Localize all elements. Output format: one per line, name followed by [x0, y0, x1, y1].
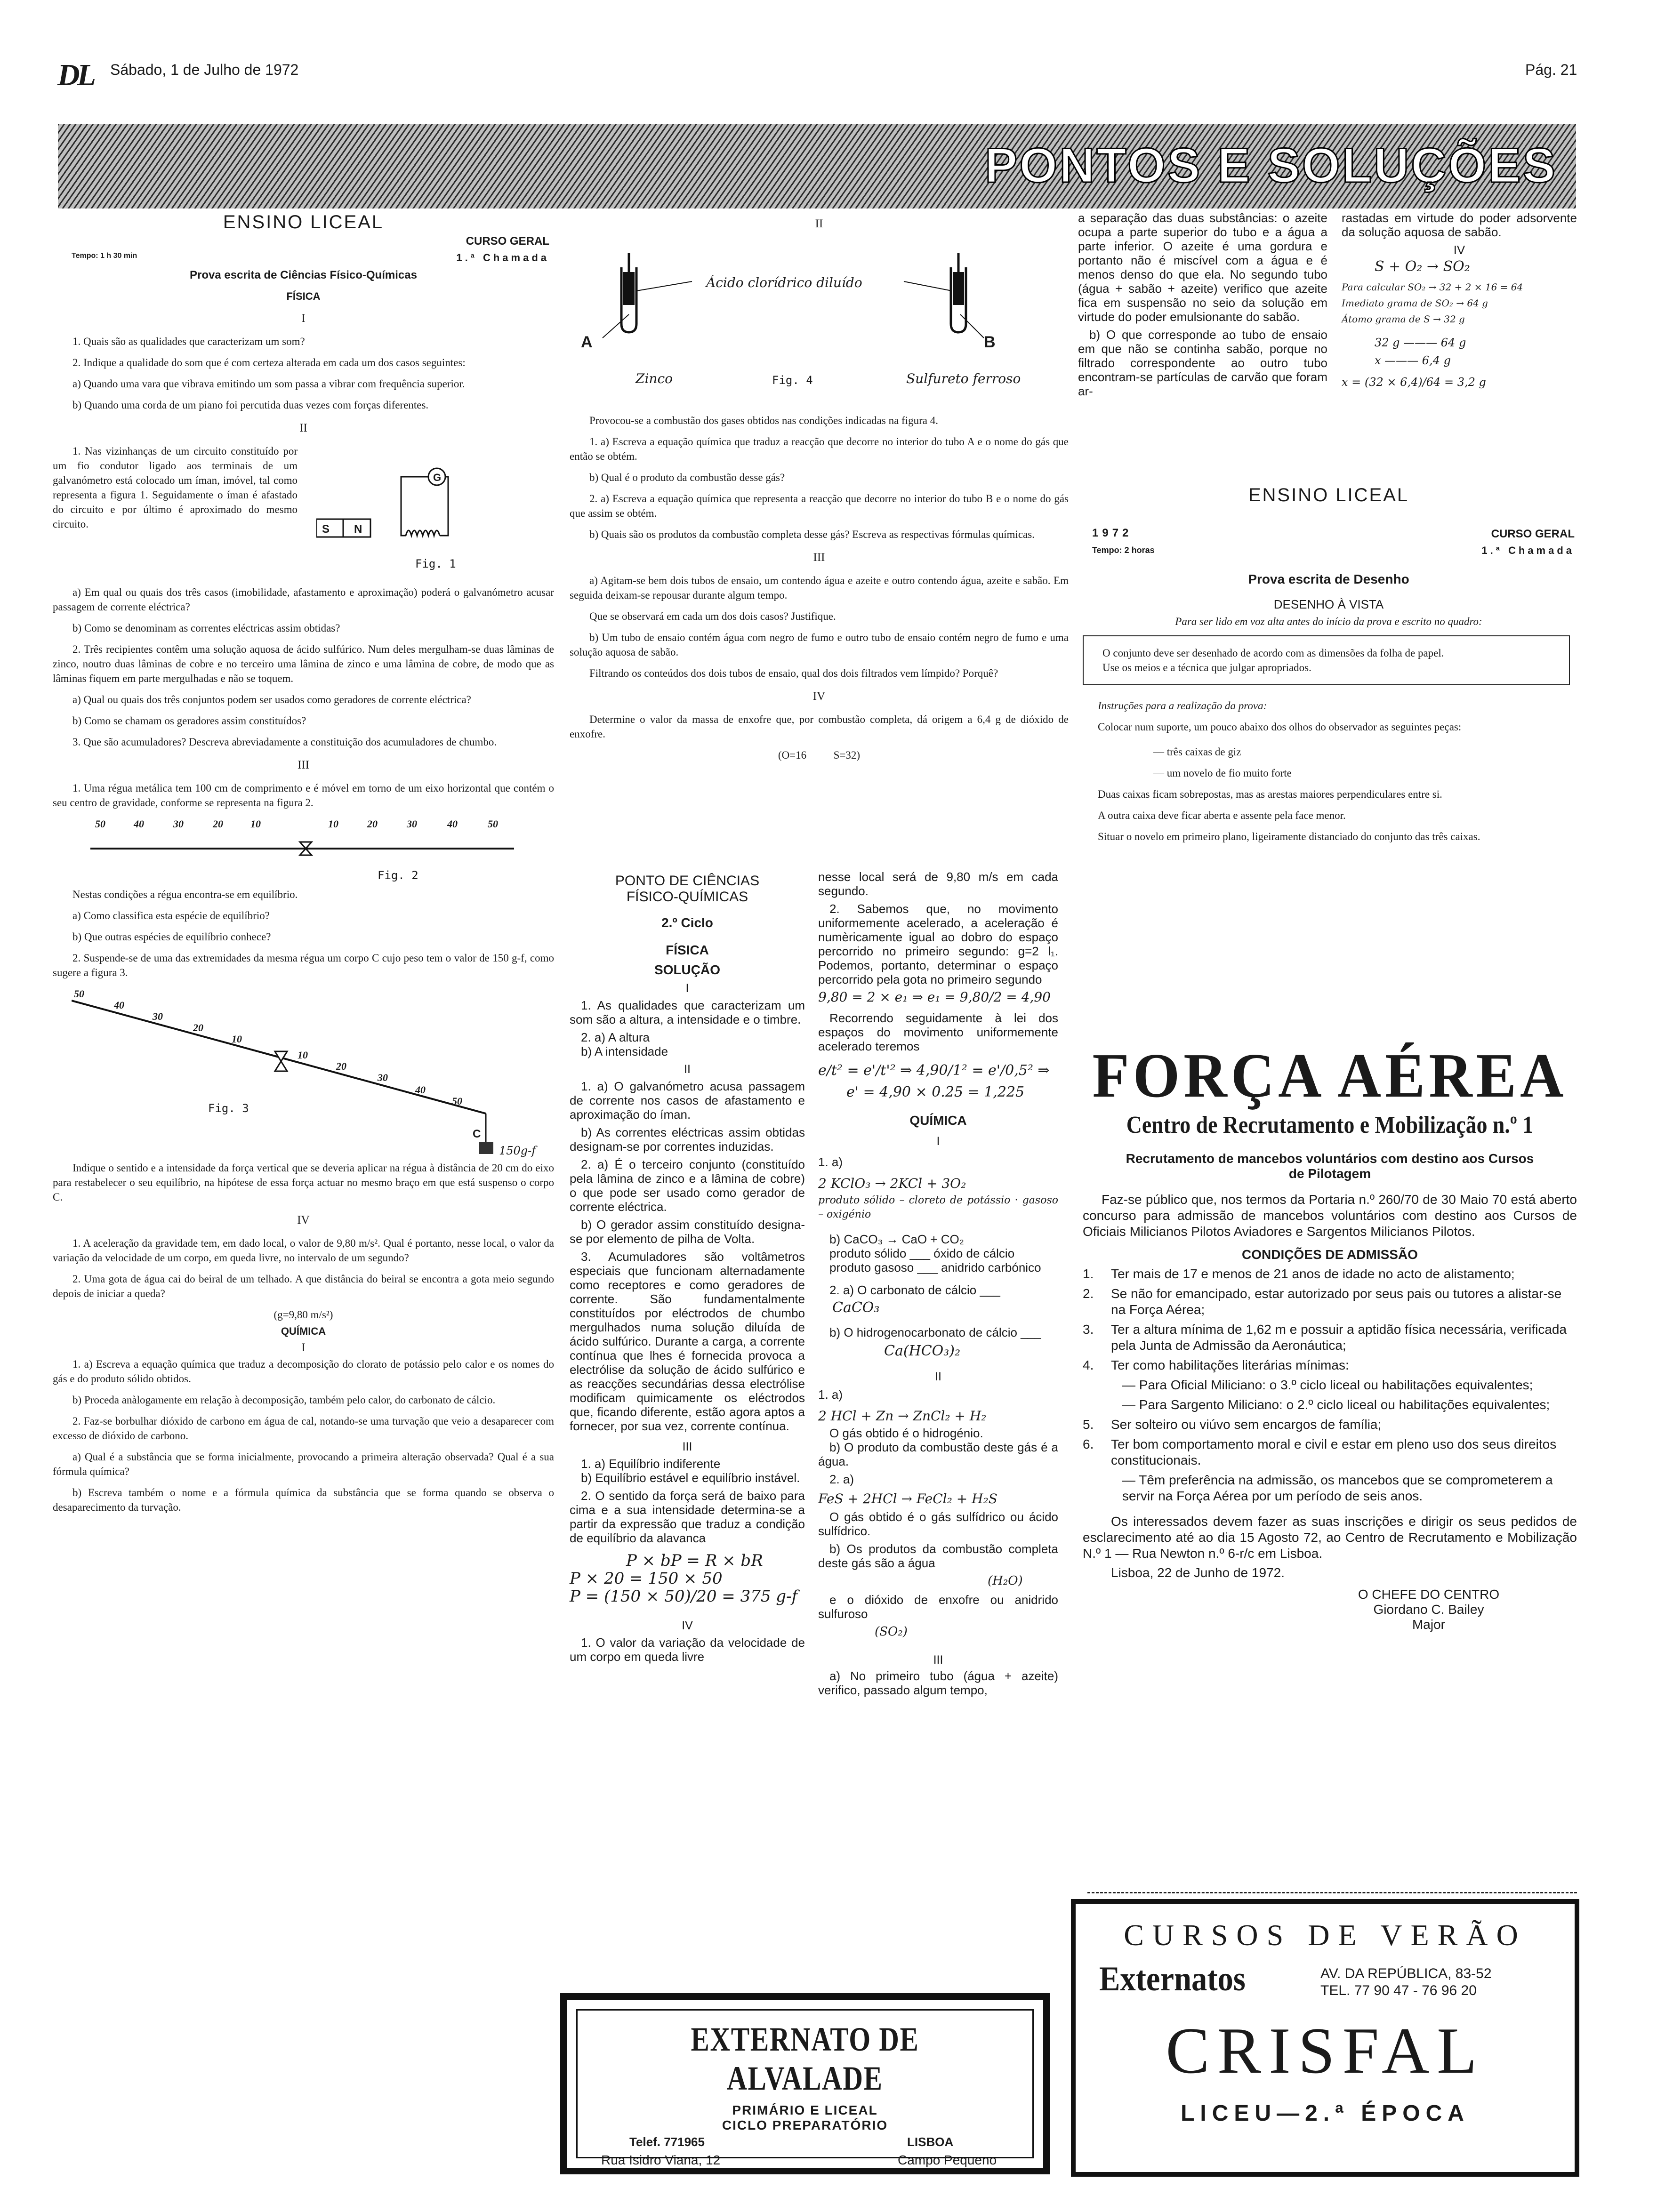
figure-4-apparatus [570, 239, 1069, 394]
question: a) Qual ou quais dos três conjuntos podem ser usados como geradores de corrente eléctrica? [72, 694, 471, 705]
answer: a separação das duas substâncias: o azeite ocupa a parte superior do tubo e a água a parte inferior. O azeite é uma gordura e portanto não é miscível com a água e é menos denso do que ela. No segundo tubo (água + sabão + azeite) verifico que azeite fica em suspensão no seio da solução em virtude do poder emulsionante do sabão. [1078, 211, 1327, 324]
question: Indique o sentido e a intensidade da força vertical que se deveria aplicar na régua à distância de 20 cm do eixo para restabelecer o seu equilíbrio, na hipótese de essa força actuar no mesmo braço em que está suspenso o corpo C. [53, 1162, 554, 1203]
ad-divider [1087, 1892, 1577, 1893]
solution-physics [570, 873, 805, 1667]
body-c-label: C [473, 1128, 481, 1140]
question: b) Como se denominam as correntes eléctricas assim obtidas? [72, 622, 340, 634]
question: a) Em qual ou quais dos três casos (imobilidade, afastamento e aproximação) poderá o galvanómetro acusar passagem de corrente eléctrica? [53, 586, 554, 613]
answer: 2. a) O carbonato de cálcio ___ [829, 1283, 1000, 1297]
ad-externatos: Externatos [1099, 1960, 1246, 1998]
ad-lead: Recrutamento de mancebos voluntários com destino aos Cursos de Pilotagem [1126, 1151, 1534, 1181]
equation: FeS + 2HCl → FeCl₂ + H₂S [818, 1491, 997, 1507]
answer: O gás obtido é o gás sulfídrico ou ácido sulfídrico. [818, 1510, 1058, 1538]
answer: e o dióxido de enxofre ou anidrido sulfuroso [818, 1593, 1058, 1621]
ruler-tick: 40 [447, 818, 458, 830]
exam-part: FÍSICA [286, 290, 321, 302]
ad-condition-text: — Para Sargento Miliciano: o 2.º ciclo liceal ou habilitações equivalentes; [1122, 1397, 1550, 1412]
section-number: I [685, 982, 689, 995]
question: b) Quando uma corda de um piano foi percutida duas vezes com forças diferentes. [72, 399, 429, 411]
exam-task: DESENHO À VISTA [1273, 597, 1384, 611]
ad-condition-number [1083, 1377, 1111, 1393]
exam-call: 1.ª Chamada [456, 252, 549, 264]
answer: 1. a) O galvanómetro acusa passagem de corrente nos casos de afastamento e aproximação do íman. [570, 1079, 805, 1122]
figure-3-caption: Fig. 3 [208, 1102, 249, 1115]
exam-physics-chemistry [53, 207, 554, 1521]
question: Provocou-se a combustão dos gases obtidos nas condições indicadas na figura 4. [589, 415, 938, 426]
exam-drawing [1078, 485, 1579, 850]
atomic-masses: (O=16 S=32) [778, 749, 861, 761]
gravity-note: (g=9,80 m/s²) [273, 1309, 333, 1321]
ad-line: PRIMÁRIO E LICEAL [732, 2103, 878, 2117]
question: 2. Uma gota de água cai do beiral de um telhado. A que distância do beiral se encontra a gota meio segundo depois de iniciar a queda? [53, 1273, 554, 1299]
ad-line: CICLO PREPARATÓRIO [722, 2118, 888, 2132]
equation: P = (150 × 50)/20 = 375 g-f [570, 1587, 798, 1606]
solution-cycle: 2.º Ciclo [661, 915, 713, 930]
question: 1. A aceleração da gravidade tem, em dado local, o valor de 9,80 m/s². Qual é portanto, nesse local, o valor da variação da velocidade de um corpo, em queda livre, no intervalo de um segundo? [53, 1237, 554, 1264]
ad-condition-number [1083, 1397, 1111, 1413]
exam-call: 1.ª Chamada [1481, 545, 1575, 556]
formula: Ca(HCO₃)₂ [884, 1343, 961, 1359]
question: 3. Que são acumuladores? Descreva abreviadamente a constituição dos acumuladores de chumbo. [72, 736, 497, 748]
answer: 2. a) É o terceiro conjunto (constituído pela lâmina de zinco e a lâmina de cobre) o que pode ser usado como gerador de corrente eléctrica. [570, 1157, 805, 1214]
equation: S + O₂ → SO₂ [1375, 258, 1470, 275]
answer: 2. a) [829, 1472, 854, 1486]
ad-condition-number: 1. [1083, 1266, 1094, 1281]
zinc-label: Zinco [635, 371, 673, 386]
equation: e' = 4,90 × 0.25 = 1,225 [846, 1084, 1025, 1100]
ad-sign-name: Giordano C. Bailey [1373, 1602, 1484, 1617]
question: b) Que outras espécies de equilíbrio conhece? [72, 931, 271, 943]
ad-conditions-title: CONDIÇÕES DE ADMISSÃO [1242, 1247, 1418, 1262]
solution-continued-b [1342, 211, 1577, 389]
tube-b-label: B [984, 333, 996, 351]
ruler-tick: 50 [488, 818, 498, 830]
page-number: Pág. 21 [1525, 61, 1577, 78]
iron-sulfide-label: Sulfureto ferroso [906, 371, 1021, 386]
instruction-item: — três caixas de giz [1153, 746, 1241, 758]
tube-a-label: A [581, 333, 593, 351]
ad-condition-text: Se não for emancipado, estar autorizado por seus pais ou tutores a alistar-se na Força Aérea; [1111, 1286, 1562, 1317]
question: 1. Quais são as qualidades que caracterizam um som? [72, 336, 305, 347]
question: a) Agitam-se bem dois tubos de ensaio, um contendo água e azeite e outro contendo água, azeite e sabão. Em seguida deixam-se repousar durante algum tempo. [570, 575, 1069, 601]
exam-title: ENSINO LICEAL [223, 212, 384, 232]
ad-condition-number: 6. [1083, 1437, 1094, 1451]
section-number: I [936, 1135, 940, 1148]
chemistry-heading: QUÍMICA [909, 1113, 967, 1128]
ruler-tick: 40 [134, 818, 144, 830]
figure-1-circuit [316, 453, 486, 557]
answer: 3. Acumuladores são voltâmetros especiais que funcionam alternadamente como receptores e como geradores de corrente. São fundamentalmente constituídos por eléctrodos de chumbo mergulhados numa solução diluída de ácido sulfúrico. Durante a carga, a corrente contínua que lhes é fornecida provoca a electrólise da solução de ácido sulfúrico e as reacções secundárias dessa electrólise modificam quimicamente os eléctrodos que, ficando diferente, estão agora aptos a fornecer, por sua vez, corrente contínua. [570, 1250, 805, 1433]
exam-title: ENSINO LICEAL [1248, 485, 1409, 505]
question: a) Qual é a substância que se forma inicialmente, provocando a primeira alteração observada? Qual é a sua fórmula química? [53, 1451, 554, 1477]
question: 2. Faz-se borbulhar dióxido de carbono em água de cal, notando-se uma turvação que veio a desaparecer com excesso de dióxido de carbono. [53, 1415, 554, 1442]
ruler-tick: 30 [173, 818, 184, 830]
equation: P × 20 = 150 × 50 [570, 1569, 723, 1588]
exam-subject: Prova escrita de Ciências Físico-Químicas [190, 269, 417, 281]
equation: 9,80 = 2 × e₁ ⇒ e₁ = 9,80/2 = 4,90 [818, 989, 1051, 1005]
ad-city: LISBOA [907, 2135, 954, 2149]
answer: b) CaCO₃ → CaO + CO₂ [829, 1232, 964, 1246]
exam-subject: Prova escrita de Desenho [1248, 572, 1409, 586]
ad-epoch: LICEU—2.ª ÉPOCA [1181, 2101, 1470, 2126]
ad-address: AV. DA REPÚBLICA, 83-52 [1320, 1966, 1492, 1981]
answer: rastadas em virtude do poder adsorvente da solução aquosa de sabão. [1342, 211, 1577, 239]
formula: (H₂O) [988, 1574, 1023, 1588]
magnet-north-label: N [354, 523, 362, 536]
solution-continued-a [1078, 211, 1327, 402]
question: a) Quando uma vara que vibrava emitindo um som passa a vibrar com frequência superior. [72, 378, 465, 390]
answer: b) O hidrogenocarbonato de cálcio ___ [829, 1325, 1041, 1339]
question: b) Como se chamam os geradores assim constituídos? [72, 715, 306, 727]
equation-note: produto sólido – cloreto de potássio · gasoso – oxigénio [818, 1194, 1058, 1220]
answer: 1. a) Equilíbrio indiferente [581, 1457, 721, 1471]
answer: a) No primeiro tubo (água + azeite) verifico, passado algum tempo, [818, 1669, 1058, 1697]
question: 2. a) Escreva a equação química que representa a reacção que decorre no interior do tubo B e o nome do gás que assim se obtém. [570, 493, 1069, 519]
ad-condition-number: 4. [1083, 1358, 1094, 1372]
newspaper-logo: DL [57, 58, 93, 92]
ad-condition-item [1083, 1397, 1577, 1413]
ad-condition-text: — Para Oficial Miliciano: o 3.º ciclo liceal ou habilitações equivalentes; [1122, 1378, 1533, 1392]
answer: produto sólido ___ óxido de cálcio [829, 1246, 1015, 1260]
ad-place-date: Lisboa, 22 de Junho de 1972. [1111, 1565, 1285, 1580]
equation: x ——— 6,4 g [1375, 354, 1451, 367]
answer: O gás obtido é o hidrogénio. [829, 1426, 983, 1440]
ad-sign-role: O CHEFE DO CENTRO [1358, 1587, 1500, 1602]
section-number: II [684, 1063, 691, 1076]
section-number: I [301, 312, 306, 325]
board-instruction: O conjunto deve ser desenhado de acordo com as dimensões da folha de papel. [1102, 647, 1444, 659]
ad-condition-item [1083, 1377, 1577, 1393]
acid-label: Ácido clorídrico diluído [706, 275, 862, 290]
question: 1. a) Escreva a equação química que traduz a decomposição do clorato de potássio pelo calor e os nomes do gás e do produto sólido obtidos. [53, 1358, 554, 1385]
ad-condition-text: Ter a altura mínima de 1,62 m e possuir a aptidão física necessária, verificada pela Junta de Admissão da Aeronáutica; [1111, 1322, 1567, 1353]
instruction: Duas caixas ficam sobrepostas, mas as arestas maiores perpendiculares entre si. [1098, 788, 1442, 800]
magnet-south-label: S [322, 523, 330, 536]
answer: nesse local será de 9,80 m/s em cada segundo. [818, 870, 1058, 898]
instructions-heading: Instruções para a realização da prova: [1098, 700, 1267, 712]
answer: b) O gerador assim constituído designa-se por elemento de pilha de Volta. [570, 1218, 805, 1246]
ad-condition-item [1083, 1322, 1577, 1354]
solution-heading: SOLUÇÃO [654, 962, 720, 977]
ad-sign-rank: Major [1412, 1617, 1445, 1632]
figure-2-ruler [53, 817, 554, 887]
ad-condition-number: 5. [1083, 1417, 1094, 1432]
section-number: IV [1453, 243, 1465, 257]
exam-course: CURSO GERAL [466, 235, 549, 248]
answer: b) Os produtos da combustão completa deste gás são a água [818, 1542, 1058, 1570]
board-instructions-box [1083, 635, 1570, 685]
instruction: Colocar num suporte, um pouco abaixo dos olhos do observador as seguintes peças: [1098, 721, 1462, 733]
section-number: IV [812, 690, 826, 703]
question: b) Escreva também o nome e a fórmula química da substância que se forma quando se observa o desaparecimento da turvação. [53, 1487, 554, 1513]
section-title: PONTOS E SOLUÇÕES [984, 138, 1557, 193]
equation: 32 g ——— 64 g [1375, 336, 1466, 349]
ad-conditions-list [1083, 1266, 1577, 1504]
solution-title-line2: FÍSICO-QUÍMICAS [626, 889, 748, 905]
section-number: IV [297, 1214, 310, 1226]
ad-condition-item [1083, 1472, 1577, 1504]
ad-phone: TEL. 77 90 47 - 76 96 20 [1320, 1983, 1477, 1998]
weight-label: 150g-f [499, 1144, 536, 1157]
solution-title-line1: PONTO DE CIÊNCIAS [615, 873, 760, 889]
ad-condition-number [1083, 1472, 1111, 1504]
instruction: Situar o novelo em primeiro plano, ligeiramente distanciado do conjunto das três caixas. [1098, 831, 1480, 842]
answer: 2. O sentido da força será de baixo para cima e a sua intensidade determina-se a partir da expressão que traduz a condição de equilíbrio da alavanca [570, 1489, 805, 1545]
equation: x = (32 × 6,4)/64 = 3,2 g [1342, 376, 1486, 389]
exam-time: Tempo: 1 h 30 min [72, 252, 137, 260]
ad-intro: Faz-se público que, nos termos da Portaria n.º 260/70 de 30 Maio 70 está aberto concurso para admissão de mancebos voluntários com destino aos Cursos de Oficiais Milicianos Pilotos Aviadores e Sargentos Milicianos Pilotos. [1083, 1192, 1577, 1239]
ad-crisfal [1071, 1899, 1579, 2177]
ad-subtitle: Centro de Recrutamento e Mobilização n.º 1 [1126, 1112, 1534, 1138]
ad-condition-text: Ser solteiro ou viúvo sem encargos de família; [1111, 1417, 1382, 1432]
answer: 1. a) [818, 1387, 843, 1402]
solution-physics-heading: FÍSICA [666, 943, 709, 957]
question: b) Proceda anàlogamente em relação à decomposição, também pelo calor, do carbonato de cálcio. [72, 1394, 496, 1406]
exam-course: CURSO GERAL [1491, 528, 1575, 540]
equation: Para calcular SO₂ → 32 + 2 × 16 = 64 [1342, 281, 1523, 293]
issue-date: Sábado, 1 de Julho de 1972 [110, 61, 299, 78]
exam-year: 1972 [1092, 527, 1133, 539]
section-number: III [933, 1653, 943, 1667]
ad-condition-number: 3. [1083, 1322, 1094, 1337]
question: b) Um tubo de ensaio contém água com negro de fumo e outro tubo de ensaio contém negro de fumo e uma solução aquosa de sabão. [570, 632, 1069, 658]
section-number: III [682, 1440, 692, 1453]
equation: P × bP = R × bR [626, 1551, 763, 1570]
ad-phone: Telef. 771965 [629, 2135, 705, 2149]
figure-4-caption: Fig. 4 [772, 374, 813, 387]
answer: b) O que corresponde ao tubo de ensaio em que não se continha sabão, porque no filtrado correspondente ao outro tubo encontram-se partículas de carvão que foram ar- [1078, 328, 1327, 398]
question: Que se observará em cada um dos dois casos? Justifique. [589, 610, 836, 622]
exam-note: Para ser lido em voz alta antes do início da prova e escrito no quadro: [1175, 616, 1482, 627]
question: 1. Uma régua metálica tem 100 cm de comprimento e é móvel em torno de um eixo horizontal que contém o seu centro de gravidade, conforme se representa na figura 2. [53, 782, 554, 809]
answer: 1. O valor da variação da velocidade de um corpo em queda livre [570, 1635, 805, 1664]
section-number: I [301, 1341, 306, 1354]
equation: 2 KClO₃ → 2KCl + 3O₂ [818, 1176, 966, 1191]
solution-chemistry [818, 870, 1058, 1701]
equation: Imediato grama de SO₂ → 64 g [1342, 297, 1488, 309]
answer: b) As correntes eléctricas assim obtidas designam-se por correntes induzidas. [570, 1125, 805, 1154]
ruler-tick: 20 [213, 818, 223, 830]
ad-title: CURSOS DE VERÃO [1124, 1918, 1527, 1952]
ad-title: FORÇA AÉREA [1092, 1040, 1568, 1111]
answer: b) Equilíbrio estável e equilíbrio instável. [581, 1471, 800, 1485]
equation: Átomo grama de S → 32 g [1342, 313, 1465, 325]
equation: e/t² = e'/t'² ⇒ 4,90/1² = e'/0,5² ⇒ [818, 1062, 1050, 1079]
ad-street: Rua Isidro Viana, 12 [601, 2153, 721, 2167]
equation: 2 HCl + Zn → ZnCl₂ + H₂ [818, 1408, 987, 1424]
section-banner [58, 124, 1576, 208]
question: 2. Três recipientes contêm uma solução aquosa de ácido sulfúrico. Num deles mergulham-se duas lâminas de zinco, noutro duas lâminas de cobre e no terceiro uma lâmina de zinco e uma lâmina de cobre, de modo que as lâminas fiquem em parte mergulhadas e não se toquem. [53, 643, 554, 684]
question: a) Como classifica esta espécie de equilíbrio? [72, 910, 270, 922]
question: b) Quais são os produtos da combustão completa desse gás? Escreva as respectivas fórmulas químicas. [589, 529, 1035, 540]
figure-3-tilted-ruler: 50 40 30 20 10 10 20 30 40 50 Fig. 3 C 150g-f [53, 986, 554, 1161]
section-number: II [815, 217, 823, 230]
figure-2-caption: Fig. 2 [378, 869, 418, 882]
section-number: II [299, 422, 307, 434]
ad-forca-aerea [1083, 1042, 1577, 1632]
ad-area: Campo Pequeno [898, 2153, 997, 2167]
galvanometer-label: G [433, 472, 442, 483]
ad-condition-text: Ter bom comportamento moral e civil e estar em pleno uso dos seus direitos constitucionais. [1111, 1437, 1557, 1467]
ruler-tick: 10 [250, 818, 261, 830]
question: b) Qual é o produto da combustão desse gás? [589, 472, 785, 483]
ad-condition-item [1083, 1357, 1577, 1373]
answer: 1. As qualidades que caracterizam um som são a altura, a intensidade e o timbre. [570, 998, 805, 1026]
ruler-tick: 50 [95, 818, 105, 830]
exam-chemistry-continued [570, 207, 1069, 762]
exam-time: Tempo: 2 horas [1092, 545, 1155, 555]
instruction: A outra caixa deve ficar aberta e assente pela face menor. [1098, 809, 1346, 821]
answer: 1. a) [818, 1155, 843, 1169]
section-number: III [813, 551, 825, 564]
answer: produto gasoso ___ anidrido carbónico [829, 1260, 1041, 1274]
answer: b) O produto da combustão deste gás é a água. [818, 1440, 1058, 1468]
question: Determine o valor da massa de enxofre que, por combustão completa, dá origem a 6,4 g de dióxido de enxofre. [570, 713, 1069, 740]
ad-condition-text: Ter mais de 17 e menos de 21 anos de idade no acto de alistamento; [1111, 1266, 1515, 1281]
ad-condition-text: Ter como habilitações literárias mínimas: [1111, 1358, 1349, 1372]
ruler-tick: 30 [407, 818, 417, 830]
ruler-tick: 20 [367, 818, 378, 830]
question: 2. Indique a qualidade do som que é com certeza alterada em cada um dos casos seguintes: [72, 357, 466, 369]
instruction-item: — um novelo de fio muito forte [1153, 767, 1292, 779]
ad-condition-text: — Têm preferência na admissão, os mancebos que se comprometerem a servir na Força Aérea por um período de seis anos. [1122, 1473, 1553, 1503]
answer: 2. Sabemos que, no movimento uniformemente acelerado, a aceleração é numèricamente igual ao dobro do espaço percorrido no primeiro segundo: g=2 l₁. Podemos, portanto, determinar o espaço percorrido pela gota no primeiro segundo [818, 902, 1058, 986]
question: Filtrando os conteúdos dos dois tubos de ensaio, qual dos dois filtrados vem límpido? Porquê? [589, 667, 998, 679]
ad-condition-item [1083, 1417, 1577, 1433]
question: Nestas condições a régua encontra-se em equilíbrio. [72, 889, 298, 900]
question: 1. Nas vizinhanças de um circuito constituído por um fio condutor ligado aos terminais de um galvanómetro está colocado um íman, imóvel, tal como representa a figura 1. Seguidamente o íman é afastado do circuito e por último é aproximado do mesmo circuito. [53, 445, 298, 530]
figure-1-caption: Fig. 1 [415, 557, 456, 570]
ad-condition-item [1083, 1436, 1577, 1468]
ruler-tick: 10 [328, 818, 338, 830]
question: 1. a) Escreva a equação química que traduz a reacção que decorre no interior do tubo A e o nome do gás que então se obtém. [570, 436, 1069, 462]
ad-externato-alvalade [560, 1993, 1050, 2174]
ad-title: EXTERNATO DE ALVALADE [691, 2020, 919, 2097]
ad-closing: Os interessados devem fazer as suas inscrições e dirigir os seus pedidos de esclarecimento até ao dia 15 Agosto 72, ao Centro de Recrutamento e Mobilização N.º 1 — Rua Newton n.º 6-r/c em Lisboa. [1083, 1514, 1577, 1561]
section-number: II [935, 1370, 941, 1383]
formula: (SO₂) [875, 1625, 908, 1639]
ad-condition-item [1083, 1286, 1577, 1318]
chemistry-heading: QUÍMICA [281, 1325, 326, 1337]
answer: Recorrendo seguidamente à lei dos espaços do movimento uniformemente acelerado teremos [818, 1011, 1058, 1053]
ad-condition-number: 2. [1083, 1286, 1094, 1301]
question: 2. Suspende-se de uma das extremidades da mesma régua um corpo C cujo peso tem o valor de 150 g-f, como sugere a figura 3. [53, 952, 554, 978]
answer: b) A intensidade [581, 1044, 668, 1058]
answer: 2. a) A altura [581, 1030, 650, 1044]
ad-name: CRISFAL [1166, 2014, 1485, 2087]
section-number: III [298, 759, 309, 771]
formula: CaCO₃ [832, 1299, 880, 1316]
section-number: IV [682, 1619, 693, 1632]
ad-condition-item [1083, 1266, 1577, 1282]
board-instruction: Use os meios e a técnica que julgar apropriados. [1102, 662, 1311, 673]
